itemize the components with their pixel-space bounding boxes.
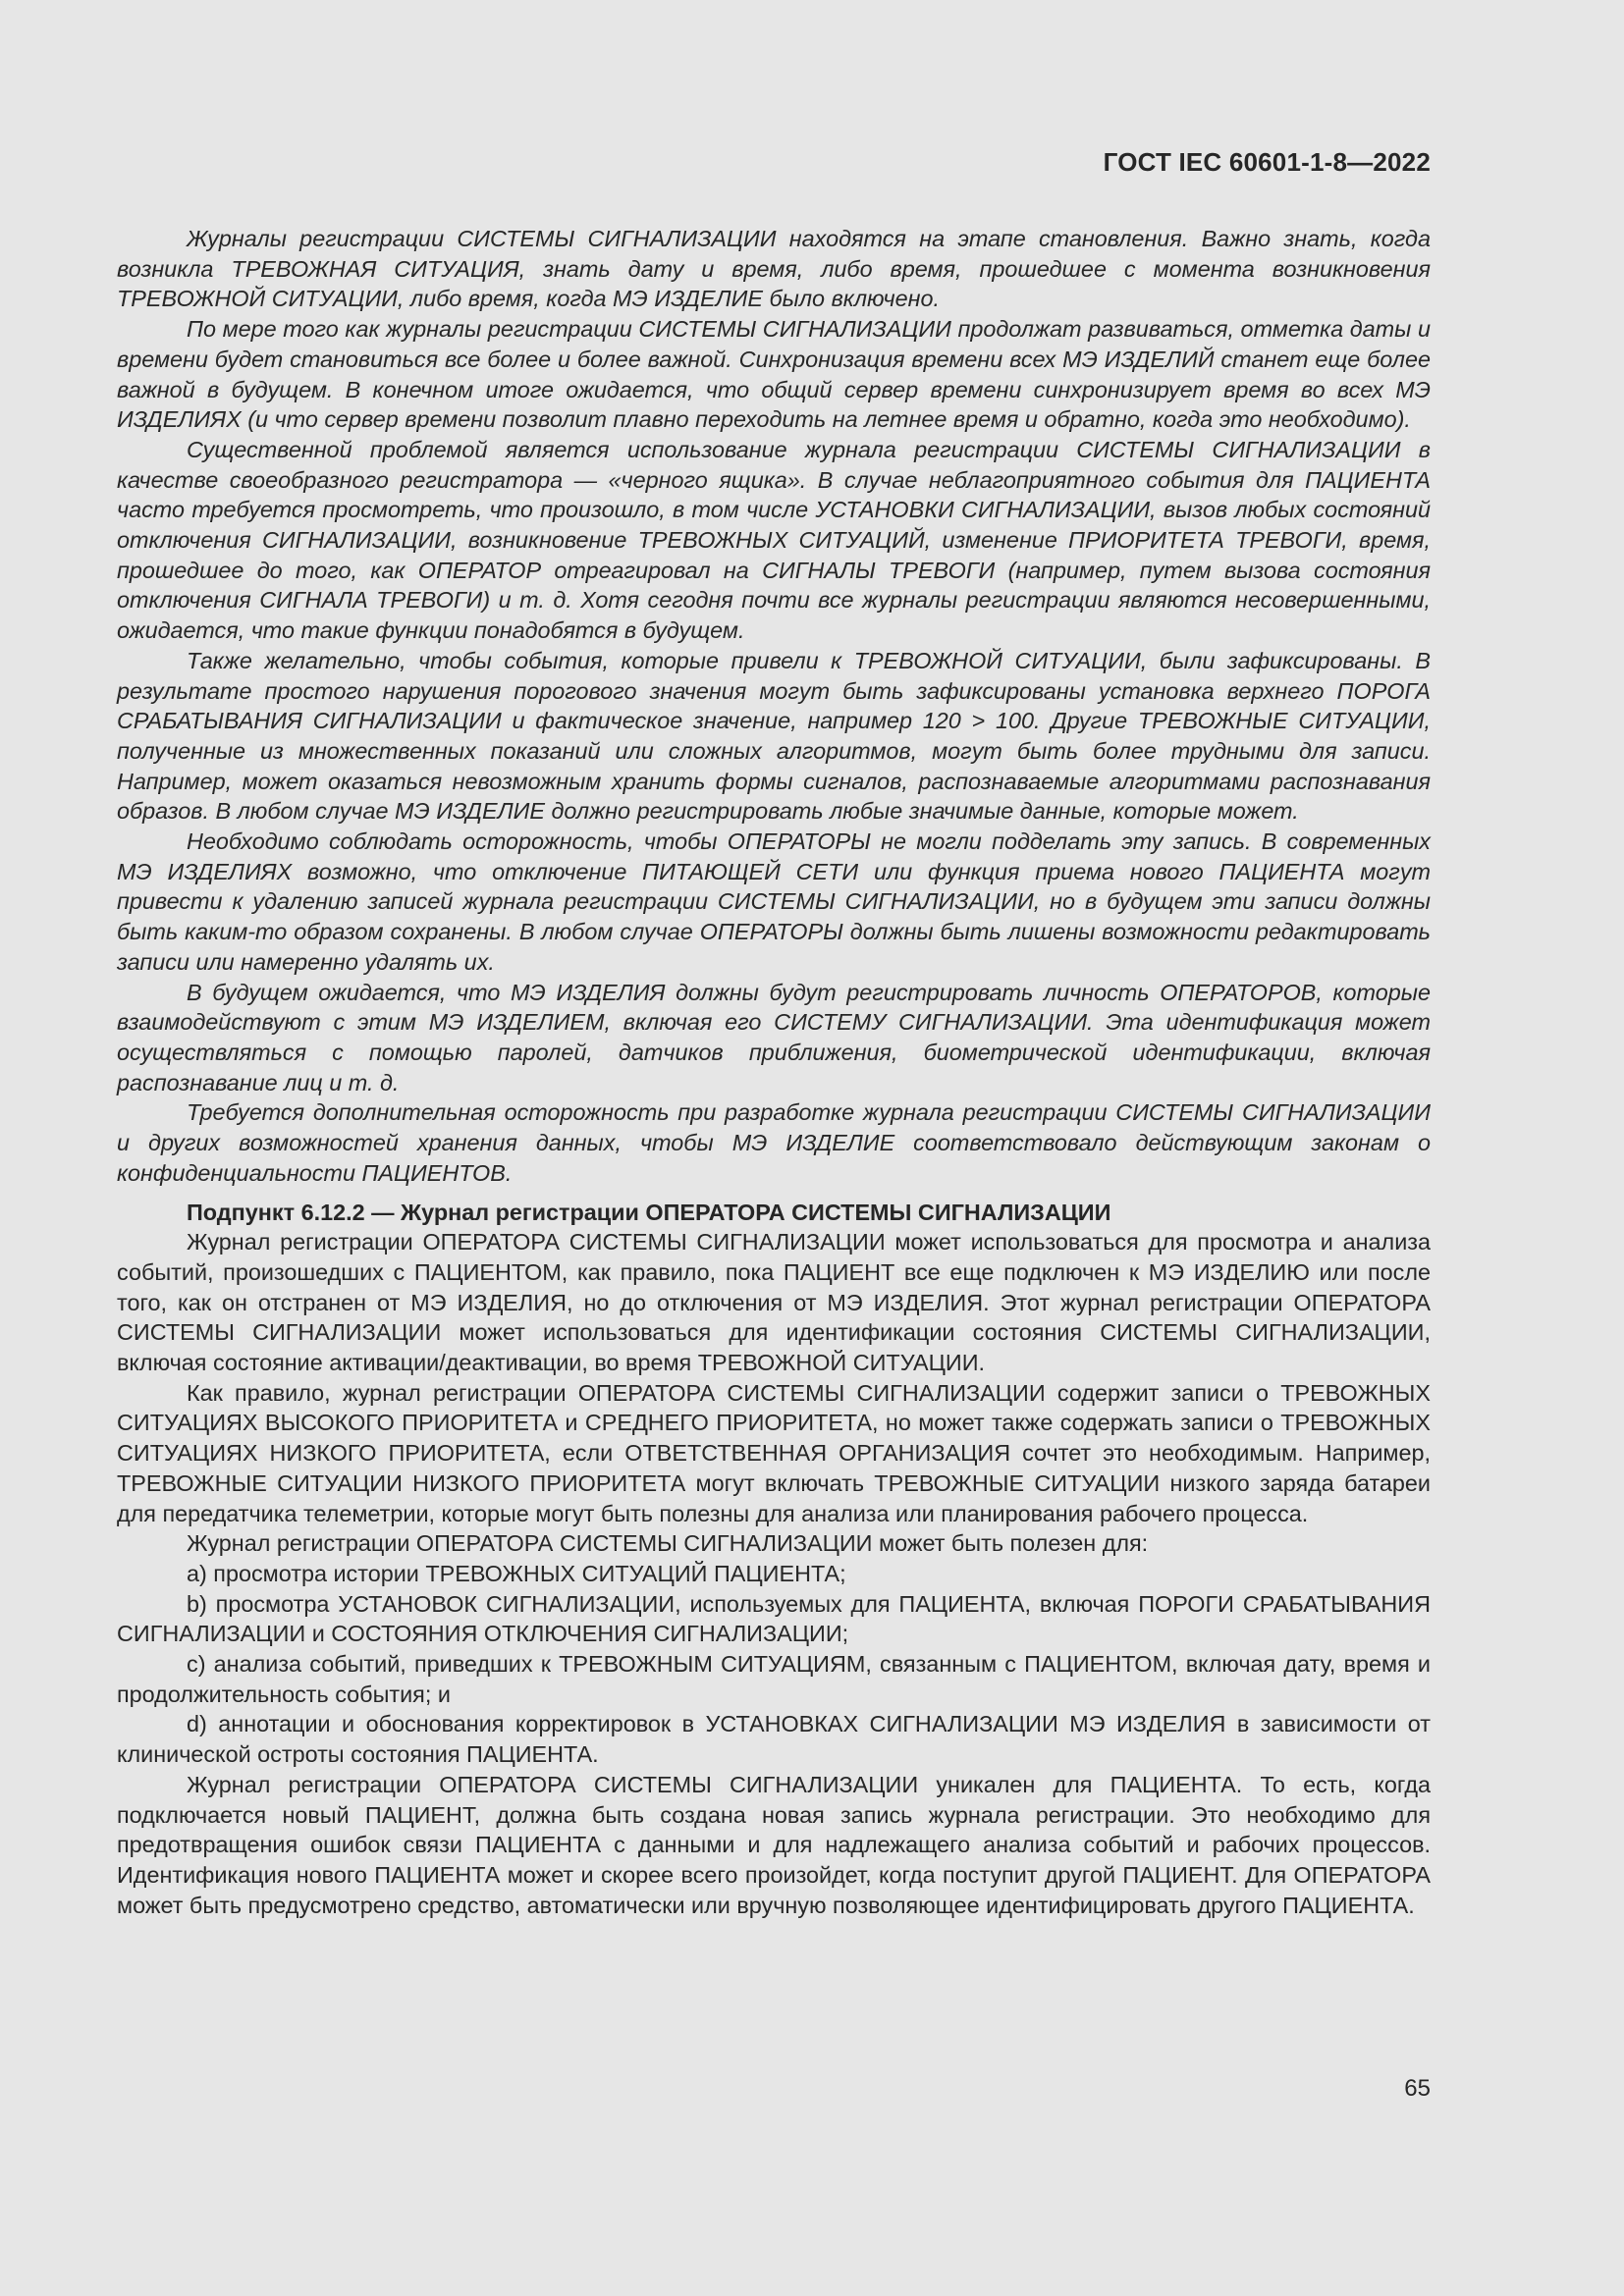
paragraph: Также желательно, чтобы события, которые привели к ТРЕВОЖНОЙ СИТУАЦИИ, были зафиксированы. В результате простого нарушения порогового значения могут быть зафиксированы установка верхнего ПОРОГА СРАБАТЫВАНИЯ СИГНАЛИЗАЦИИ и фактическое значение, например 120 > 100. Другие ТРЕВОЖНЫЕ СИТУАЦИИ, полученные из множественных показаний или сложных алгоритмов, могут быть более трудными для записи. Например, может оказаться невозможным хранить формы сигналов, распознаваемые алгоритмами распознавания образов. В любом случае МЭ ИЗДЕЛИЕ должно регистрировать любые значимые данные, которые может. [117, 647, 1431, 825]
paragraph: По мере того как журналы регистрации СИСТЕМЫ СИГНАЛИЗАЦИИ продолжат развиваться, отметка даты и времени будет становиться все более и более важной. Синхронизация времени всех МЭ ИЗДЕЛИЙ станет еще более важной в будущем. В конечном итоге ожидается, что общий сервер времени синхронизирует время во всех МЭ ИЗДЕЛИЯХ (и что сервер времени позволит плавно переходить на летнее время и обратно, когда это необходимо). [117, 316, 1431, 433]
paragraph: В будущем ожидается, что МЭ ИЗДЕЛИЯ должны будут регистрировать личность ОПЕРАТОРОВ, которые взаимодействуют с этим МЭ ИЗДЕЛИЕМ, включая его СИСТЕМУ СИГНАЛИЗАЦИИ. Эта идентификация может осуществляться с помощью паролей, датчиков приближения, биометрической идентификации, включая распознавание лиц и т. д. [117, 979, 1431, 1095]
paragraph: Журнал регистрации ОПЕРАТОРА СИСТЕМЫ СИГНАЛИЗАЦИИ может быть полезен для: [187, 1530, 1149, 1557]
paragraph: Журналы регистрации СИСТЕМЫ СИГНАЛИЗАЦИИ находятся на этапе становления. Важно знать, когда возникла ТРЕВОЖНАЯ СИТУАЦИЯ, знать дату и время, либо время, прошедшее с момента возникновения ТРЕВОЖНОЙ СИТУАЦИИ, либо время, когда МЭ ИЗДЕЛИЕ было включено. [117, 226, 1431, 312]
list-item: c) анализа событий, приведших к ТРЕВОЖНЫМ СИТУАЦИЯМ, связанным с ПАЦИЕНТОМ, включая дату, время и продолжительность события; и [117, 1651, 1431, 1707]
paragraph: Необходимо соблюдать осторожность, чтобы ОПЕРАТОРЫ не могли подделать эту запись. В современных МЭ ИЗДЕЛИЯХ возможно, что отключение ПИТАЮЩЕЙ СЕТИ или функция приема нового ПАЦИЕНТА могут привести к удалению записей журнала регистрации СИСТЕМЫ СИГНАЛИЗАЦИИ, но в будущем эти записи должны быть каким-то образом сохранены. В любом случае ОПЕРАТОРЫ должны быть лишены возможности редактировать записи или намеренно удалять их. [117, 828, 1431, 975]
page-content [117, 224, 1431, 1920]
paragraph: Существенной проблемой является использование журнала регистрации СИСТЕМЫ СИГНАЛИЗАЦИИ в качестве своеобразного регистратора — «черного ящика». В случае неблагоприятного события для ПАЦИЕНТА часто требуется просмотреть, что произошло, в том числе УСТАНОВКИ СИГНАЛИЗАЦИИ, вызов любых состояний отключения СИГНАЛИЗАЦИИ, возникновение ТРЕВОЖНЫХ СИТУАЦИЙ, изменение ПРИОРИТЕТА ТРЕВОГИ, время, прошедшее до того, как ОПЕРАТОР отреагировал на СИГНАЛЫ ТРЕВОГИ (например, путем вызова состояния отключения СИГНАЛА ТРЕВОГИ) и т. д. Хотя сегодня почти все журналы регистрации являются несовершенными, ожидается, что такие функции понадобятся в будущем. [117, 436, 1431, 644]
paragraph: Требуется дополнительная осторожность при разработке журнала регистрации СИСТЕМЫ СИГНАЛИЗАЦИИ и других возможностей хранения данных, чтобы МЭ ИЗДЕЛИЕ соответствовало действующим законам о конфиденциальности ПАЦИЕНТОВ. [117, 1099, 1431, 1186]
paragraph: Как правило, журнал регистрации ОПЕРАТОРА СИСТЕМЫ СИГНАЛИЗАЦИИ содержит записи о ТРЕВОЖНЫХ СИТУАЦИЯХ ВЫСОКОГО ПРИОРИТЕТА и СРЕДНЕГО ПРИОРИТЕТА, но может также содержать записи о ТРЕВОЖНЫХ СИТУАЦИЯХ НИЗКОГО ПРИОРИТЕТА, если ОТВЕТСТВЕННАЯ ОРГАНИЗАЦИЯ сочтет это необходимым. Например, ТРЕВОЖНЫЕ СИТУАЦИИ НИЗКОГО ПРИОРИТЕТА могут включать ТРЕВОЖНЫЕ СИТУАЦИИ низкого заряда батареи для передатчика телеметрии, которые могут быть полезны для анализа или планирования рабочего процесса. [117, 1379, 1431, 1526]
paragraph: Журнал регистрации ОПЕРАТОРА СИСТЕМЫ СИГНАЛИЗАЦИИ уникален для ПАЦИЕНТА. То есть, когда подключается новый ПАЦИЕНТ, должна быть создана новая запись журнала регистрации. Это необходимо для предотвращения ошибок связи ПАЦИЕНТА с данными и для надлежащего анализа событий и рабочих процессов. Идентификация нового ПАЦИЕНТА может и скорее всего произойдет, когда поступит другой ПАЦИЕНТ. Для ОПЕРАТОРА может быть предусмотрено средство, автоматически или вручную позволяющее идентифицировать другого ПАЦИЕНТА. [117, 1771, 1431, 1918]
page-number: 65 [1404, 2075, 1431, 2102]
italic-section [117, 224, 1431, 1189]
list-item: a) просмотра истории ТРЕВОЖНЫХ СИТУАЦИЙ ПАЦИЕНТА; [187, 1560, 846, 1586]
list-item: b) просмотра УСТАНОВОК СИГНАЛИЗАЦИИ, используемых для ПАЦИЕНТА, включая ПОРОГИ СРАБАТЫВАНИЯ СИГНАЛИЗАЦИИ и СОСТОЯНИЯ ОТКЛЮЧЕНИЯ СИГНАЛИЗАЦИИ; [117, 1590, 1431, 1647]
document-id-header: ГОСТ IEC 60601-1-8—2022 [1103, 147, 1431, 177]
list-item: d) аннотации и обоснования корректировок в УСТАНОВКАХ СИГНАЛИЗАЦИИ МЭ ИЗДЕЛИЯ в зависимости от клинической остроты состояния ПАЦИЕНТА. [117, 1711, 1431, 1768]
subsection-heading: Подпункт 6.12.2 — Журнал регистрации ОПЕРАТОРА СИСТЕМЫ СИГНАЛИЗАЦИИ [187, 1199, 1111, 1225]
paragraph: Журнал регистрации ОПЕРАТОРА СИСТЕМЫ СИГНАЛИЗАЦИИ может использоваться для просмотра и анализа событий, произошедших с ПАЦИЕНТОМ, как правило, пока ПАЦИЕНТ все еще подключен к МЭ ИЗДЕЛИЮ или после того, как он отстранен от МЭ ИЗДЕЛИЯ, но до отключения от МЭ ИЗДЕЛИЯ. Этот журнал регистрации ОПЕРАТОРА СИСТЕМЫ СИГНАЛИЗАЦИИ может использоваться для идентификации состояния СИСТЕМЫ СИГНАЛИЗАЦИИ, включая состояние активации/деактивации, во время ТРЕВОЖНОЙ СИТУАЦИИ. [117, 1229, 1431, 1376]
